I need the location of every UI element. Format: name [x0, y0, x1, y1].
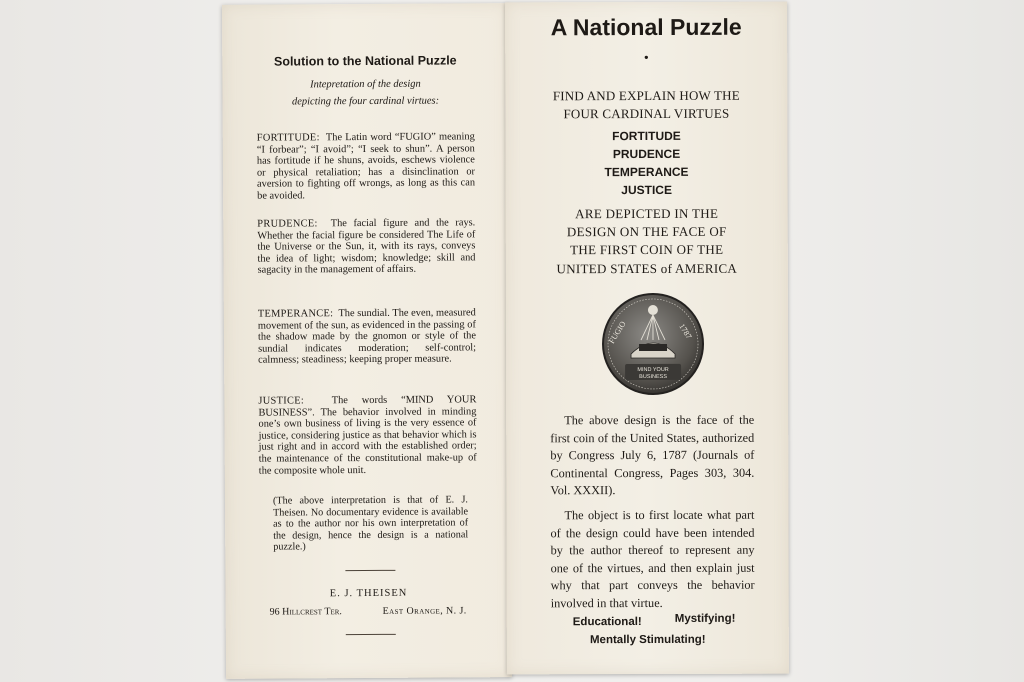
slogan-mystifying: Mystifying!: [674, 612, 736, 625]
prudence-paragraph: [257, 217, 475, 276]
virtue-fortitude: FORTITUDE: [612, 128, 681, 144]
address-city: East Orange, N. J.: [382, 605, 467, 617]
fortitude-paragraph: [257, 131, 475, 202]
solution-subtitle-line1: Intepretation of the design: [310, 78, 421, 91]
coin-motto-line2: BUSINESS: [639, 373, 668, 381]
depicted-line: ARE DEPICTED IN THE: [575, 205, 719, 222]
slogan-educational: Educational!: [572, 616, 642, 629]
solution-leaflet: [222, 3, 512, 679]
virtue-name: PRUDENCE:: [257, 218, 318, 230]
virtue-explanation: The Latin word “FUGIO” meaning “I forbear”; “I avoid”; “I seek to shun”. A person has fortitude if he shuns, avoids, eschews violence or physical retaliation; has a disinclination or aversion to fighting off wrongs, as long as this can be avoided.: [256, 131, 476, 202]
solution-subtitle-line2: depicting the four cardinal virtues:: [291, 95, 440, 108]
object-paragraph: The object is to first locate what part of the design could have been intended by the author thereof to represent any one of the virtues, and then explain just why that part conveys the behavior involved in that virtue.: [550, 507, 755, 610]
bullet-ornament: •: [643, 50, 649, 67]
solution-title: Solution to the National Puzzle: [273, 53, 457, 69]
instruction-line: FIND AND EXPLAIN HOW THE: [552, 87, 740, 104]
divider: [345, 570, 395, 571]
fugio-coin-image: [601, 292, 705, 396]
puzzle-leaflet: [505, 2, 789, 675]
justice-paragraph: [258, 394, 476, 476]
virtue-explanation: The sundial. The even, measured movement of the sun, as evidenced in the passing of the shadow made by the gnomon or style of the sundial indicates moderation; self-control; calmness; steadiness; keeping proper measure.: [257, 307, 477, 367]
slogan-stimulating: Mentally Stimulating!: [589, 633, 706, 647]
depicted-line: UNITED STATES of AMERICA: [556, 260, 738, 277]
divider: [346, 634, 396, 635]
virtue-name: TEMPERANCE:: [257, 308, 334, 320]
temperance-paragraph: [258, 307, 476, 366]
author-name: E. J. THEISEN: [329, 587, 408, 600]
virtue-temperance: TEMPERANCE: [604, 164, 689, 180]
attribution-note: (The above interpretation is that of E. J. Theisen. No documentary evidence is available as to the author nor his own interpretation of the design, hence the design is a national puzzle.): [272, 494, 469, 553]
depicted-line: DESIGN ON THE FACE OF: [566, 223, 727, 240]
depicted-line: THE FIRST COIN OF THE: [570, 241, 724, 258]
virtue-name: FORTITUDE:: [256, 132, 320, 144]
virtue-name: JUSTICE:: [258, 395, 305, 407]
instruction-line: FOUR CARDINAL VIRTUES: [563, 105, 730, 122]
virtue-explanation: The words “MIND YOUR BUSINESS”. The behavior involved in minding one’s own business of living is the very essence of justice, considering justice as that behavior which is just right and in accord with the established order; the maintenance of the constitutional make-up of the composite whole unit.: [258, 394, 477, 477]
coin-fugio-text: FUGIO: [607, 319, 628, 346]
address-street: 96 Hillcrest Ter.: [269, 606, 342, 618]
puzzle-title: A National Puzzle: [550, 13, 742, 41]
virtue-justice: JUSTICE: [621, 182, 672, 198]
coin-year-text: 1787: [677, 322, 694, 341]
virtue-prudence: PRUDENCE: [612, 146, 681, 162]
coin-motto-line1: MIND YOUR: [637, 366, 669, 374]
design-paragraph: The above design is the face of the first coin of the United States, authorized by Congress July 6, 1787 (Journals of Continental Congress, Pages 303, 304. Vol. XXXII).: [550, 412, 755, 498]
virtue-explanation: The facial figure and the rays. Whether the facial figure be considered The Life of the Universe or the Sun, it, with its rays, conveys the idea of light; wisdom; knowledge; skill and sagacity in the management of affairs.: [257, 217, 476, 277]
